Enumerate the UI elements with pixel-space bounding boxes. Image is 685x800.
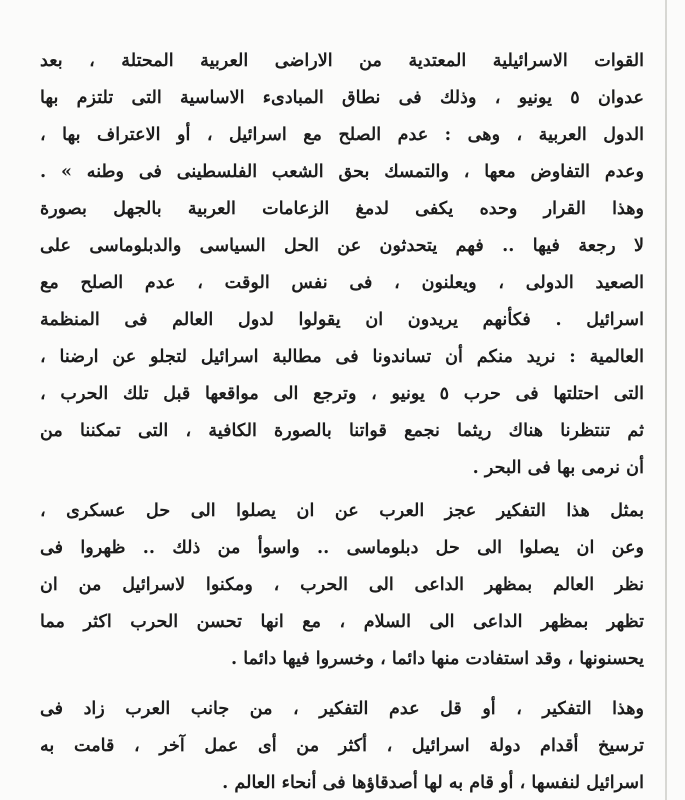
text-line: لا رجعة فيها .. فهم يتحدثون عن الحل السياسى والدبلوماسى على — [40, 235, 644, 256]
text-line: وعدم التفاوض معها ، والتمسك بحق الشعب الفلسطينى فى وطنه » . — [40, 161, 644, 182]
paragraph-3 — [40, 690, 644, 800]
text-line: اسرائيل . فكأنهم يريدون ان يقولوا لدول العالم فى المنظمة — [40, 309, 644, 330]
text-line: القوات الاسرائيلية المعتدية من الاراضى العربية المحتلة ، بعد — [40, 50, 644, 71]
text-line: يحسنونها ، وقد استفادت منها دائما ، وخسروا فيها دائما . — [230, 648, 644, 669]
text-line: وهذا التفكير ، أو قل عدم التفكير ، من جانب العرب زاد فى — [40, 698, 644, 719]
text-line: نظر العالم بمظهر الداعى الى الحرب ، ومكنوا لاسرائيل من ان — [40, 574, 644, 595]
page-edge-shadow — [665, 0, 667, 800]
text-line: ثم تنتظرنا هناك ريثما نجمع قواتنا بالصورة الكافية ، التى تمكننا من — [40, 420, 644, 441]
text-line: وعن ان يصلوا الى حل دبلوماسى .. واسوأ من ذلك .. ظهروا فى — [40, 537, 644, 558]
text-line: وهذا القرار وحده يكفى لدمغ الزعامات العربية بالجهل بصورة — [40, 198, 644, 219]
text-line: اسرائيل لنفسها ، أو قام به لها أصدقاؤها فى أنحاء العالم . — [222, 772, 644, 793]
text-line: التى احتلتها فى حرب ٥ يونيو ، وترجع الى مواقعها قبل تلك الحرب ، — [40, 383, 644, 404]
text-line: الصعيد الدولى ، ويعلنون ، فى نفس الوقت ، عدم الصلح مع — [40, 272, 644, 293]
text-line: العالمية : نريد منكم أن تساندونا فى مطالبة اسرائيل لتجلو عن ارضنا ، — [40, 346, 644, 367]
text-line: أن نرمى بها فى البحر . — [472, 457, 644, 478]
text-line: الدول العربية ، وهى : عدم الصلح مع اسرائيل ، أو الاعتراف بها ، — [40, 124, 644, 145]
text-line: تظهر بمظهر الداعى الى السلام ، مع انها تحسن الحرب اكثر مما — [40, 611, 644, 632]
paragraph-1 — [40, 42, 644, 486]
paragraph-2 — [40, 492, 644, 677]
text-line: عدوان ٥ يونيو ، وذلك فى نطاق المبادىء الاساسية التى تلتزم بها — [40, 87, 644, 108]
text-line: بمثل هذا التفكير عجز العرب عن ان يصلوا الى حل عسكرى ، — [40, 500, 644, 521]
text-line: ترسيخ أقدام دولة اسرائيل ، أكثر من أى عمل آخر ، قامت به — [40, 735, 644, 756]
